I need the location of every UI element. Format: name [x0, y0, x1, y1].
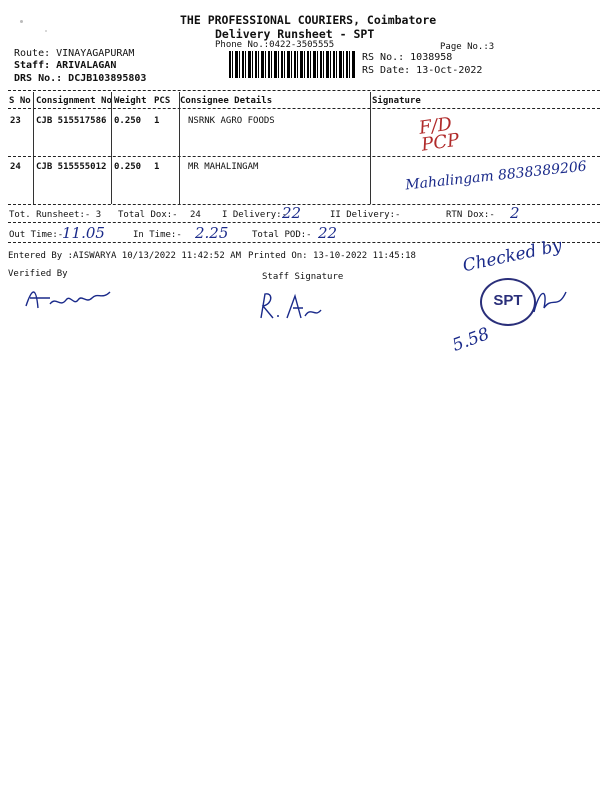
row-consignment: CJB 515555012 — [36, 162, 107, 172]
row-pcs: 1 — [154, 162, 160, 172]
divider — [8, 242, 600, 243]
scan-speck — [45, 30, 47, 32]
staff-signature — [255, 288, 335, 328]
rtn-dox-value: 2 — [510, 204, 520, 222]
col-consignment: Consignment No — [36, 96, 112, 106]
total-pod-label: Total POD:- — [252, 230, 312, 240]
checked-by-note: Checked by — [461, 235, 564, 277]
ii-delivery-label: II Delivery:- — [330, 210, 401, 220]
divider — [8, 222, 600, 223]
rtn-dox-label: RTN Dox:- — [446, 210, 495, 220]
page-number: Page No.:3 — [440, 42, 495, 52]
row-sno: 24 — [10, 162, 21, 172]
total-pod-value: 22 — [318, 224, 338, 242]
rs-date: RS Date: 13-Oct-2022 — [362, 65, 483, 76]
col-pcs: PCS — [154, 96, 171, 106]
total-dox-label: Total Dox:- — [118, 210, 178, 220]
route-label: Route: VINAYAGAPURAM — [14, 48, 135, 59]
stamp-initials — [530, 282, 570, 322]
entered-by: Entered By :AISWARYA 10/13/2022 11:42:52 AM — [8, 251, 241, 261]
col-weight: Weight — [114, 96, 147, 106]
row-weight: 0.250 — [114, 162, 142, 172]
row-sno: 23 — [10, 116, 21, 126]
verified-by-label: Verified By — [8, 269, 68, 279]
divider — [8, 108, 600, 109]
i-delivery-label: I Delivery:- — [222, 210, 288, 220]
stamp-date: 5.58 — [449, 324, 493, 356]
out-time-label: Out Time:- — [9, 230, 64, 240]
row-consignee: NSRNK AGRO FOODS — [188, 116, 275, 126]
tot-runsheet: Tot. Runsheet:- 3 — [9, 210, 102, 220]
out-time-value: 11.05 — [62, 224, 105, 242]
drs-number: DRS No.: DCJB103895803 — [14, 73, 147, 84]
printed-on: Printed On: 13-10-2022 11:45:18 — [248, 251, 416, 261]
divider — [8, 90, 600, 91]
row-pcs: 1 — [154, 116, 160, 126]
staff-label: Staff: ARIVALAGAN — [14, 60, 117, 71]
barcode — [229, 51, 355, 78]
row-signature-note: Mahalingam 8838389206 — [404, 158, 588, 194]
verified-signature — [20, 278, 120, 318]
row-consignee: MR MAHALINGAM — [188, 162, 259, 172]
col-sno: S No — [9, 96, 31, 106]
column-rule — [33, 92, 34, 204]
company-name: THE PROFESSIONAL COURIERS, Coimbatore — [180, 13, 437, 27]
staff-signature-label: Staff Signature — [262, 272, 344, 282]
i-delivery-value: 22 — [282, 204, 302, 222]
divider — [8, 156, 600, 157]
runsheet-title: Delivery Runsheet - SPT — [215, 27, 375, 41]
rs-number: RS No.: 1038958 — [362, 52, 453, 63]
row-weight: 0.250 — [114, 116, 142, 126]
in-time-value: 2.25 — [195, 224, 229, 242]
total-dox-value: 24 — [190, 210, 201, 220]
column-rule — [111, 92, 112, 204]
column-rule — [179, 92, 180, 204]
row-consignment: CJB 515517586 — [36, 116, 107, 126]
stamp-text: SPT — [493, 292, 523, 309]
scan-speck — [20, 20, 23, 23]
row-signature-note: F/D PCP — [417, 113, 461, 156]
stamp — [480, 278, 536, 326]
phone-number: Phone No.:0422-3505555 — [215, 40, 335, 50]
in-time-label: In Time:- — [133, 230, 182, 240]
column-rule — [370, 92, 371, 204]
col-signature: Signature — [372, 96, 421, 106]
col-consignee: Consignee Details — [180, 96, 273, 106]
